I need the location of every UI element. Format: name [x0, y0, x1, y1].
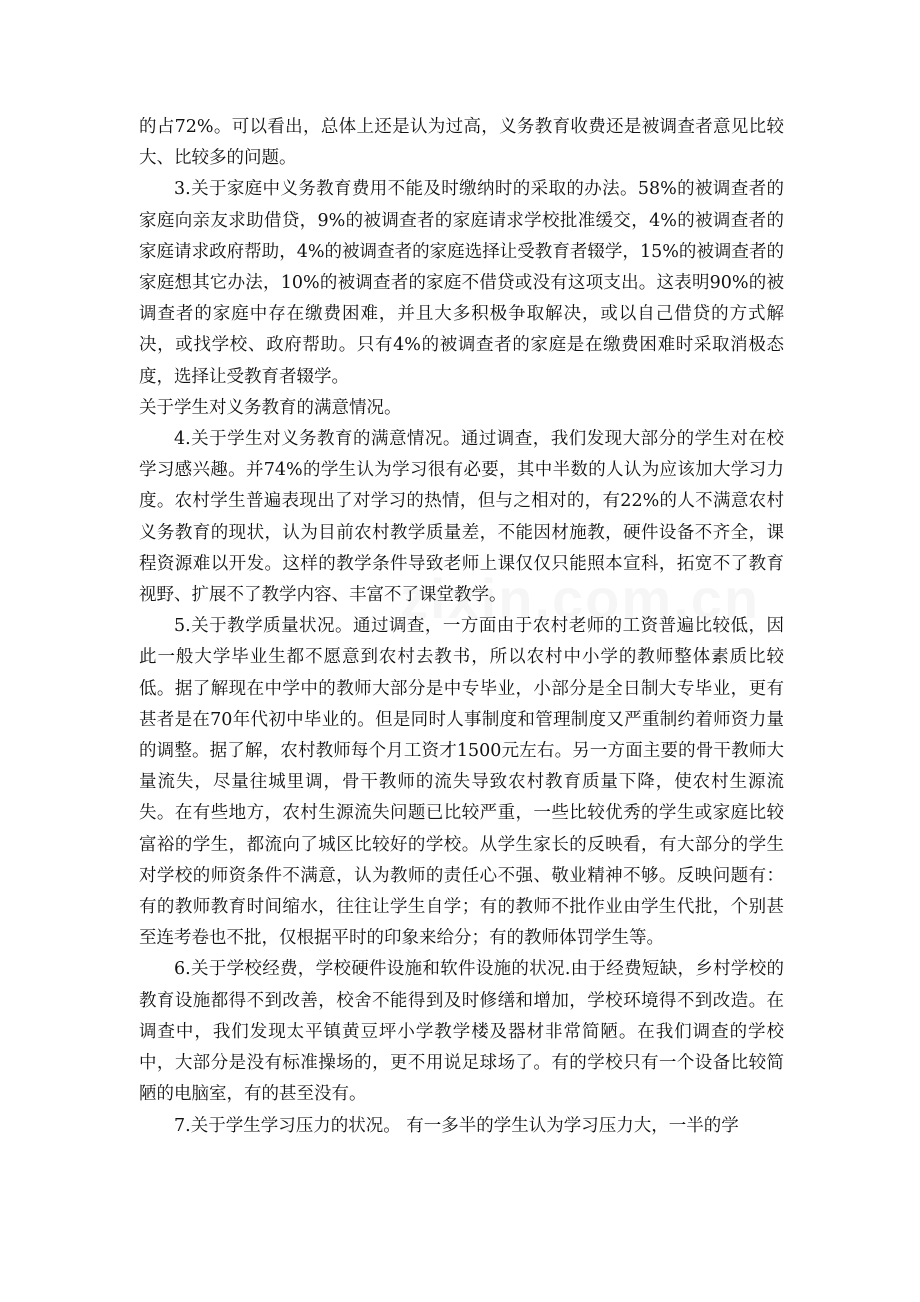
paragraph-item-6: 6.关于学校经费，学校硬件设施和软件设施的状况.由于经费短缺，乡村学校的教育设施都得不到改善，校舍不能得到及时修缮和增加，学校环境得不到改造。在调查中，我们发现太平镇黄豆坪小学教学楼及器材非常简陋。在我们调查的学校中，大部分是没有标准操场的，更不用说足球场了。有的学校只有一个设备比较简陋的电脑室，有的甚至没有。: [139, 959, 784, 1105]
paragraph-item-5: 5.关于教学质量状况。通过调查，一方面由于农村老师的工资普遍比较低，因此一般大学毕业生都不愿意到农村去教书，所以农村中小学的教师整体素质比较低。据了解现在中学中的教师大部分是中专毕业，小部分是全日制大专毕业，更有甚者是在70年代初中毕业的。但是同时人事制度和管理制度又严重制约着师资力量的调整。据了解，农村教师每个月工资才1500元左右。另一方面主要的骨干教师大量流失，尽量往城里调，骨干教师的流失导致农村教育质量下降，使农村生源流失。在有些地方，农村生源流失问题已比较严重，一些比较优秀的学生或家庭比较富裕的学生，都流向了城区比较好的学校。从学生家长的反映看，有大部分的学生对学校的师资条件不满意，认为教师的责任心不强、敬业精神不够。反映问题有：有的教师教育时间缩水，往往让学生自学；有的教师不批作业由学生代批，个别甚至连考卷也不批，仅根据平时的印象来给分；有的教师体罚学生等。: [139, 616, 784, 949]
document-body: [139, 112, 784, 1142]
paragraph-item-7: 7.关于学生学习压力的状况。 有一多半的学生认为学习压力大，一半的学: [174, 1115, 739, 1136]
paragraph-item-3: 3.关于家庭中义务教育费用不能及时缴纳时的采取的办法。58%的被调查者的家庭向亲友求助借贷，9%的被调查者的家庭请求学校批准缓交，4%的被调查者的家庭请求政府帮助，4%的被调查者的家庭选择让受教育者辍学，15%的被调查者的家庭想其它办法，10%的被调查者的家庭不借贷或没有这项支出。这表明90%的被调查者的家庭中存在缴费困难，并且大多积极争取解决，或以自己借贷的方式解决，或找学校、政府帮助。只有4%的被调查者的家庭是在缴费困难时采取消极态度，选择让受教育者辍学。: [139, 179, 784, 387]
section-heading: 关于学生对义务教育的满意情况。: [139, 397, 402, 418]
paragraph-continuation: 的占72%。可以看出，总体上还是认为过高，义务教育收费还是被调查者意见比较大、比较多的问题。: [139, 117, 784, 169]
paragraph-item-4: 4.关于学生对义务教育的满意情况。通过调查，我们发现大部分的学生对在校学习感兴趣。并74%的学生认为学习很有必要，其中半数的人认为应该加大学习力度。农村学生普遍表现出了对学习的热情，但与之相对的，有22%的人不满意农村义务教育的现状，认为目前农村教学质量差，不能因材施教，硬件设备不齐全，课程资源难以开发。这样的教学条件导致老师上课仅仅只能照本宣科，拓宽不了教育视野、扩展不了教学内容、丰富不了课堂教学。: [139, 429, 784, 606]
